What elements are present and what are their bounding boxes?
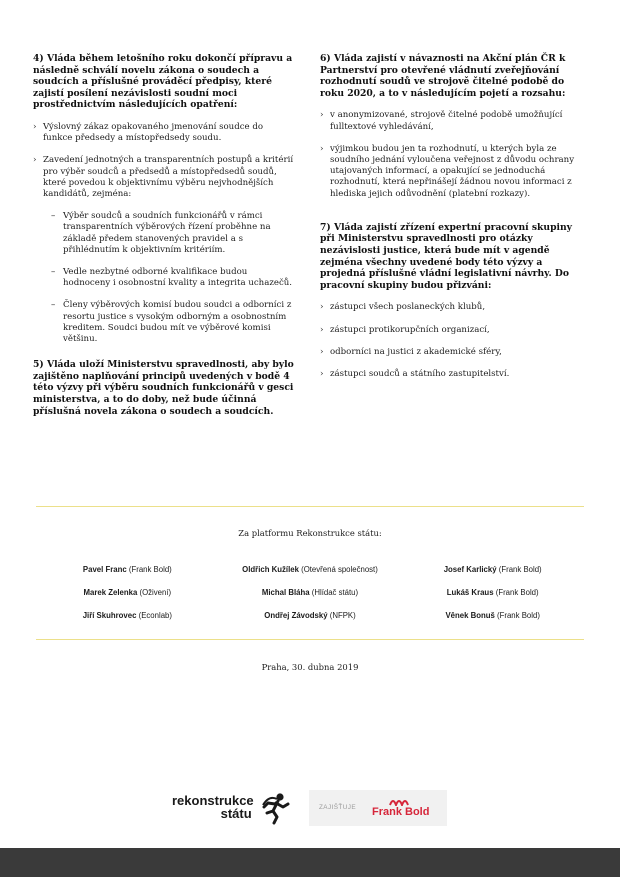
signatory-org: (Hlídač státu) — [311, 588, 359, 597]
signatory-org: (Otevřená společnost) — [301, 565, 378, 574]
signatory — [401, 565, 584, 574]
section-7-list — [320, 302, 580, 380]
list-item: › výjimkou budou jen ta rozhodnutí, u kterých byla ze soudního jednání vyloučena veřejnost z důvodu ochrany utajovaných informací, a opakující se jednoduchá rozhodnutí, která nepřinášejí žádnou novou informaci z hlediska jejich odůvodnění (platební rozkazy). — [320, 144, 580, 200]
section-4-sublist — [43, 211, 295, 345]
signatory-row — [36, 581, 584, 604]
signatory-name: Vênek Bonuš — [445, 611, 495, 620]
list-item: › zástupci protikorupčních organizací, — [320, 325, 580, 336]
divider-bottom — [36, 639, 584, 640]
section-6-title: 6) Vláda zajistí v návaznosti na Akční plán ČR k Partnerství pro otevřené vládnutí zveřejňování rozhodnutí soudů ve strojově čitelné podobě do roku 2020, a to v následujícím pojetí a rozsahu: — [320, 53, 566, 99]
right-column — [320, 53, 580, 380]
signatories — [36, 558, 584, 627]
signatory — [36, 611, 219, 620]
section-5-title: 5) Vláda uloží Ministerstvu spravedlnosti, aby bylo zajištěno naplňování principů uvedených v bodě 4 této výzvy při výběru soudních funkcionářů v gesci ministerstva, a to do doby, než bude účinná příslušná novela zákona o soudech a soudcích. — [33, 359, 294, 417]
list-item: › zástupci soudců a státního zastupitelství. — [320, 369, 580, 380]
list-item: › v anonymizované, strojově čitelné podobě umožňující fulltextové vyhledávání, — [320, 110, 580, 132]
signatory-name: Jiří Skuhrovec — [82, 611, 137, 620]
signatory-name: Marek Zelenka — [83, 588, 138, 597]
section-4-list — [33, 122, 295, 345]
signatory-org: (Econlab) — [138, 611, 172, 620]
footer-bar — [0, 848, 620, 877]
signatory — [401, 611, 584, 620]
section-4-title: 4) Vláda během letošního roku dokončí přípravu a následně schválí novelu zákona o soudech a soudcích a příslušné prováděcí předpisy, které zajistí posílení nezávislosti soudní moci prostřednictvím následujících opatření: — [33, 53, 293, 111]
left-column — [33, 53, 295, 417]
signatory — [219, 565, 402, 574]
signatory-org: (Oživení) — [139, 588, 172, 597]
sublist-item: – Vedle nezbytné odborné kvalifikace budou hodnoceny i osobnostní kvality a integrita uchazečů. — [43, 267, 295, 289]
signatory-name: Pavel Franc — [82, 565, 127, 574]
partner-label: ZAJIŠŤUJE — [319, 804, 356, 811]
signatory — [36, 565, 219, 574]
list-item — [33, 155, 295, 345]
signatory-name: Josef Karlický — [443, 565, 497, 574]
list-item: › zástupci všech poslaneckých klubů, — [320, 302, 580, 313]
list-item-text: Zavedení jednotných a transparentních postupů a kritérií pro výběr soudců a předsedů a místopředsedů soudů, které povedou k objektivnímu výběru nejvhodnějších kandidátů, zejména: — [43, 155, 294, 199]
signatory — [36, 588, 219, 597]
list-item: › odborníci na justici z akademické sféry, — [320, 347, 580, 358]
divider-top — [36, 506, 584, 507]
logo-line-2: státu — [220, 806, 252, 821]
logo-line-1: rekonstrukce — [172, 793, 254, 808]
partner-box — [309, 790, 447, 826]
date-line: Praha, 30. dubna 2019 — [261, 662, 359, 672]
signatory — [219, 588, 402, 597]
signatory-org: (Frank Bold) — [128, 565, 172, 574]
signatory-org: (Frank Bold) — [497, 611, 540, 620]
signatory-row — [36, 604, 584, 627]
running-figure-icon — [258, 791, 292, 825]
sublist-item: – Členy výběrových komisí budou soudci a odborníci z resortu justice s vysokým odborným a osobnostním kreditem. Soudci budou mít ve výběrové komisi většinu. — [43, 300, 295, 345]
signatory — [219, 611, 402, 620]
partner-name: Frank Bold — [372, 806, 430, 818]
signatory-org: (Frank Bold) — [495, 588, 539, 597]
sublist-item: – Výběr soudců a soudních funkcionářů v rámci transparentních výběrových řízení proběhne na základě předem stanovených pravidel a s přihlédnutím k objektivním kritériím. — [43, 211, 295, 256]
signatory-name: Ondřej Závodský — [264, 611, 328, 620]
frank-bold-mark-icon — [389, 796, 409, 806]
rekonstrukce-statu-logo — [172, 794, 254, 820]
signatory — [401, 588, 584, 597]
platform-heading: Za platformu Rekonstrukce státu: — [238, 528, 382, 538]
list-item: › Výslovný zákaz opakovaného jmenování soudce do funkce předsedy a místopředsedy soudu. — [33, 122, 295, 144]
signatory-name: Lukáš Kraus — [446, 588, 494, 597]
section-6-list — [320, 110, 580, 199]
signatory-org: (Frank Bold) — [498, 565, 542, 574]
signatory-name: Oldřich Kužílek — [242, 565, 299, 574]
signatory-org: (NFPK) — [329, 611, 356, 620]
section-7-title: 7) Vláda zajistí zřízení expertní pracovní skupiny při Ministerstvu spravedlnosti pro otázky nezávislosti justice, která bude mít v agendě zejména všechny uvedené body této výzvy a projedná příslušné vládní legislativní návrhy. Do pracovní skupiny budou přizváni: — [320, 221, 572, 291]
signatory-name: Michal Bláha — [261, 588, 310, 597]
signatory-row — [36, 558, 584, 581]
